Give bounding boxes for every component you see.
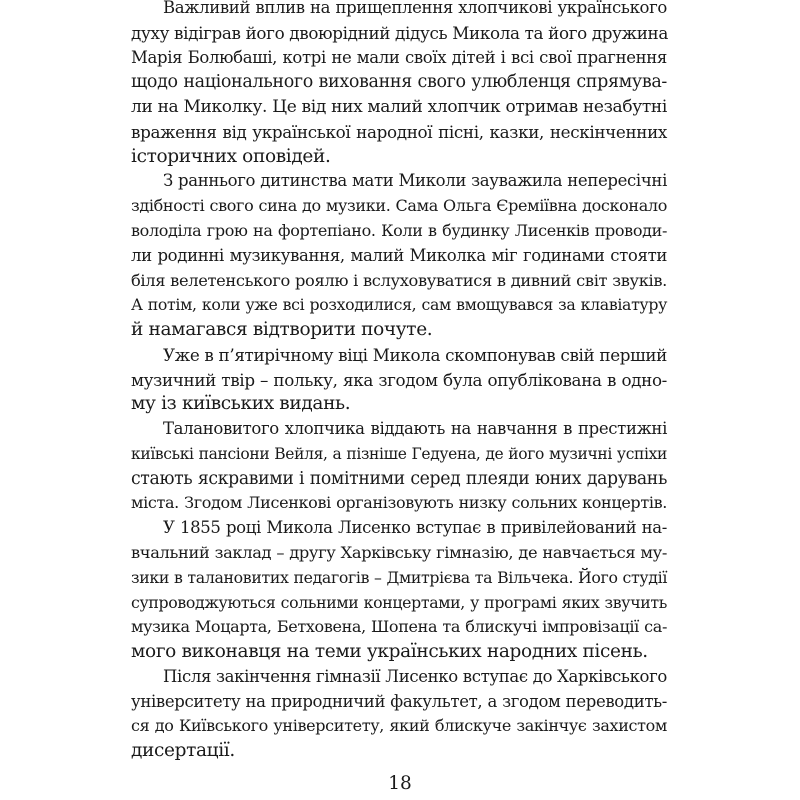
text-line: й намагався відтворити почуте. [131,319,433,341]
text-line: ся до Київського університету, який блискуче закінчує захистом [131,716,667,736]
text-line: вчальний заклад – другу Харківську гімназію, де навчається му- [131,543,667,563]
page-number: 18 [388,773,412,794]
text-line: А потім, коли уже всі розходилися, сам вмощувався за клавіатуру [131,295,667,315]
text-line: зики в талановитих педагогів – Дмитрієва та Вільчека. Його студії [131,567,667,587]
text-line: Талановитого хлопчика віддають на навчання в престижні [163,419,667,439]
text-line: біля велетенського роялю і вслуховуватися в дивний світ звуків. [131,270,667,290]
text-line: музика Моцарта, Бетховена, Шопена та блискучі імпровізації са- [131,617,667,637]
text-line: мого виконавця на теми українських народних пісень. [131,641,648,663]
text-line: духу відіграв його двоюрідний дідусь Микола та його дружина [131,22,668,43]
text-line: дисертації. [131,740,235,762]
text-line: У 1855 році Микола Лисенко вступає в привілейований на- [163,518,667,538]
text-line: історичних оповідей. [131,145,331,167]
text-line: враження від української народної пісні, казки, нескінченних [131,121,667,142]
text-line: му із київських видань. [131,393,351,415]
text-line: ли на Миколку. Це від них малий хлопчик отримав незабутні [131,97,667,118]
text-line: міста. Згодом Лисенкові організовують низку сольних концертів. [131,493,667,513]
text-line: Марія Болюбаші, котрі не мали своїх дітей і всі свої прагнення [131,47,667,67]
text-line: стають яскравими і помітними серед плеяди юних дарувань [131,468,667,489]
text-line: З раннього дитинства мати Миколи зауважила непересічні [163,171,667,191]
text-line: здібності свого сина до музики. Сама Ольга Єреміївна досконало [131,196,667,216]
text-line: Після закінчення гімназії Лисенко вступає до Харківського [163,666,667,686]
text-line: володіла грою на фортепіано. Коли в будинку Лисенків проводи- [131,220,667,240]
text-line: ли родинні музикування, малий Миколка міг годинами стояти [131,245,667,265]
text-line: музичний твір – польку, яка згодом була опублікована в одно- [131,369,667,390]
text-line: університету на природничий факультет, а згодом переводить- [131,691,667,711]
text-line: Уже в п’ятирічному віці Микола скомпонував свій перший [163,344,667,365]
text-line: супроводжуються сольними концертами, у програмі яких звучить [131,592,667,612]
text-line: Важливий вплив на прищеплення хлопчикові українського [163,0,667,17]
text-line: щодо національного виховання свого улюбленця спрямува- [131,72,667,93]
text-line: київські пансіони Вейля, а пізніше Гедуена, де його музичні успіхи [131,444,667,463]
